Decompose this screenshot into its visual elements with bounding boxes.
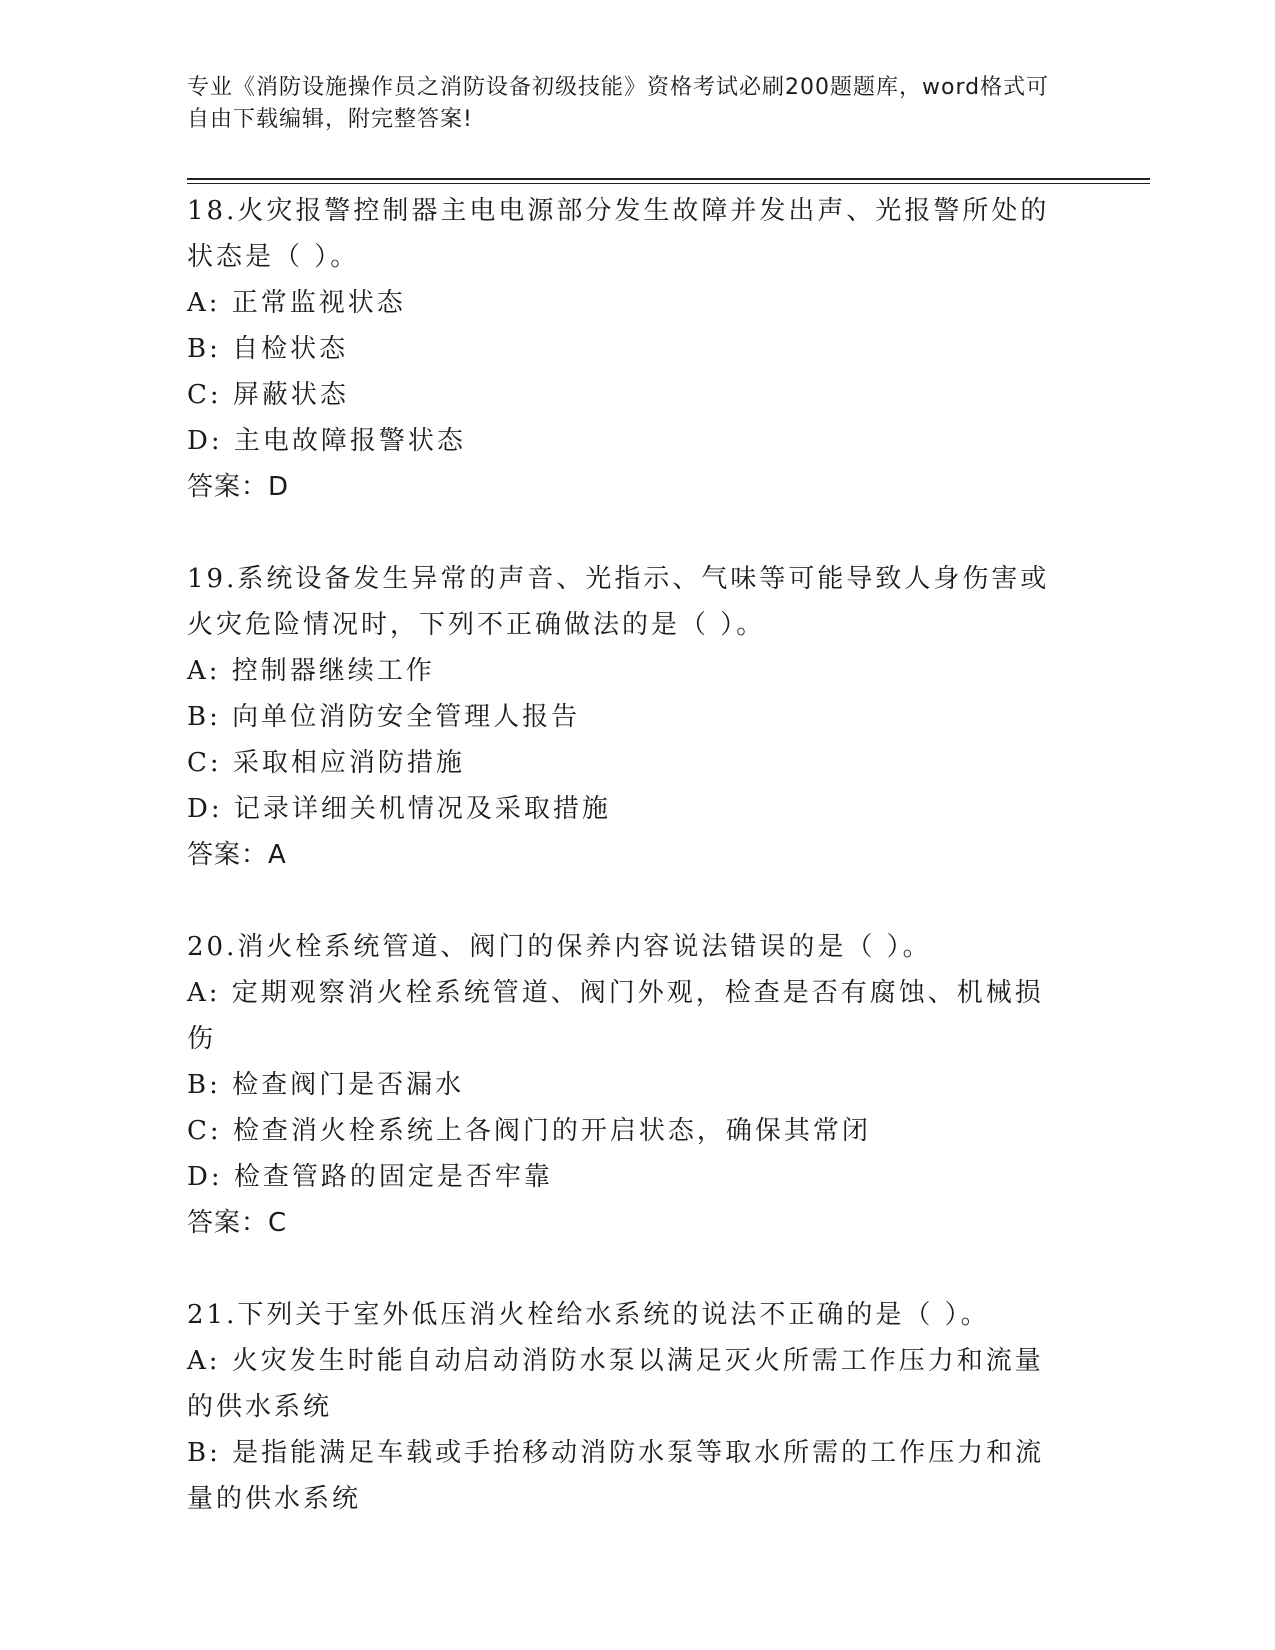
answer: 答案：A [187,840,287,870]
option-c: C: 采取相应消防措施 [187,748,465,778]
option-c: C: 检查消火栓系统上各阀门的开启状态，确保其常闭 [187,1116,871,1146]
question-spacer [187,878,1067,924]
option-a: A: 控制器继续工作 [187,656,435,686]
option-d: D: 记录详细关机情况及采取措施 [187,794,611,824]
option-b: B: 是指能满足车载或手抬移动消防水泵等取水所需的工作压力和流量的供水系统 [187,1438,1045,1514]
option-b: B: 自检状态 [187,334,349,364]
question-20 [187,924,1067,1246]
question-stem: 20.消火栓系统管道、阀门的保养内容说法错误的是（ ）。 [187,932,932,962]
option-c: C: 屏蔽状态 [187,380,349,410]
question-spacer [187,1246,1067,1292]
option-a: A: 火灾发生时能自动启动消防水泵以满足灭火所需工作压力和流量的供水系统 [187,1346,1044,1422]
option-b: B: 向单位消防安全管理人报告 [187,702,581,732]
option-a: A: 定期观察消火栓系统管道、阀门外观，检查是否有腐蚀、机械损伤 [187,978,1044,1054]
option-d: D: 主电故障报警状态 [187,426,466,456]
header-divider-thick [187,178,1150,180]
question-19 [187,556,1067,878]
option-a: A: 正常监视状态 [187,288,406,318]
answer: 答案：D [187,472,290,502]
question-18 [187,188,1067,510]
option-b: B: 检查阀门是否漏水 [187,1070,465,1100]
question-spacer [187,510,1067,556]
question-stem: 18.火灾报警控制器主电电源部分发生故障并发出声、光报警所处的状态是（ ）。 [187,196,1050,272]
question-stem: 19.系统设备发生异常的声音、光指示、气味等可能导致人身伤害或火灾危险情况时，下列不正确做法的是（ ）。 [187,564,1050,640]
question-list [187,188,1067,1522]
question-21 [187,1292,1067,1522]
option-d: D: 检查管路的固定是否牢靠 [187,1162,553,1192]
answer: 答案：C [187,1208,288,1238]
document-header: 专业《消防设施操作员之消防设备初级技能》资格考试必刷200题题库，word格式可自由下载编辑，附完整答案! [187,75,1050,132]
header-divider-thin [187,183,1150,184]
question-stem: 21.下列关于室外低压消火栓给水系统的说法不正确的是（ ）。 [187,1300,990,1330]
